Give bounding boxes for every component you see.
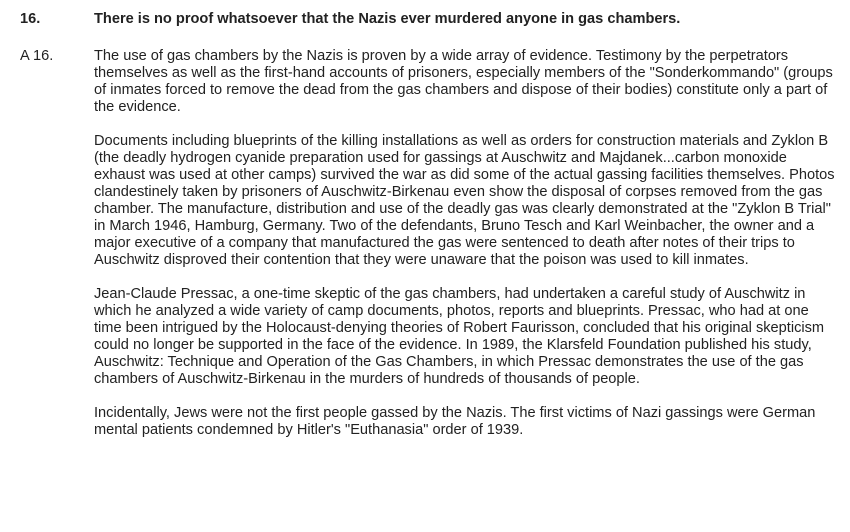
question-number: 16.: [20, 11, 41, 27]
answer-paragraph-first-victims: Incidentally, Jews were not the first people gassed by the Nazis. The first victims of Nazi gassings were German mental patients condemned by Hitler's "Euthanasia" order of 1939.: [94, 405, 816, 438]
answer-paragraph-pressac: Jean-Claude Pressac, a one-time skeptic of the gas chambers, had undertaken a careful study of Auschwitz in which he analyzed a wide variety of camp documents, photos, reports and blueprints. Pressac, who had at one time been intrigued by the Holocaust-denying theories of Robert Faurisson, concluded that his original skepticism could no longer be supported in the face of the evidence. In 1989, the Klarsfeld Foundation published his study, Auschwitz: Technique and Operation of the Gas Chambers, in which Pressac demonstrates the use of the gas chambers of Auschwitz-Birkenau in the murders of hundreds of thousands of people.: [94, 286, 825, 387]
answer-paragraph-evidence: The use of gas chambers by the Nazis is proven by a wide array of evidence. Testimony by the perpetrators themselves as well as the first-hand accounts of prisoners, especially members of the "Sonderkommando" (groups of inmates forced to remove the dead from the gas chambers and dispose of their bodies) constitute only a part of the evidence.: [94, 48, 833, 115]
answer-body: [94, 48, 836, 456]
answer-paragraph-documents: Documents including blueprints of the killing installations as well as orders for construction materials and Zyklon B (the deadly hydrogen cyanide preparation used for gassings at Auschwitz and Majdanek...carbon monoxide exhaust was used at other camps) survived the war as did some of the actual gassing facilities themselves. Photos clandestinely taken by prisoners of Auschwitz-Birkenau even show the disposal of corpses removed from the gas chamber. The manufacture, distribution and use of the deadly gas was clearly demonstrated at the "Zyklon B Trial" in March 1946, Hamburg, Germany. Two of the defendants, Bruno Tesch and Karl Weinbacher, the owner and a major executive of a company that manufactured the gas were sentenced to death after notes of their trips to Auschwitz disproved their contention that they were unaware that the poison was used to kill inmates.: [94, 133, 835, 268]
question-text: There is no proof whatsoever that the Nazis ever murdered anyone in gas chambers.: [94, 11, 681, 27]
answer-number: A 16.: [20, 48, 54, 64]
